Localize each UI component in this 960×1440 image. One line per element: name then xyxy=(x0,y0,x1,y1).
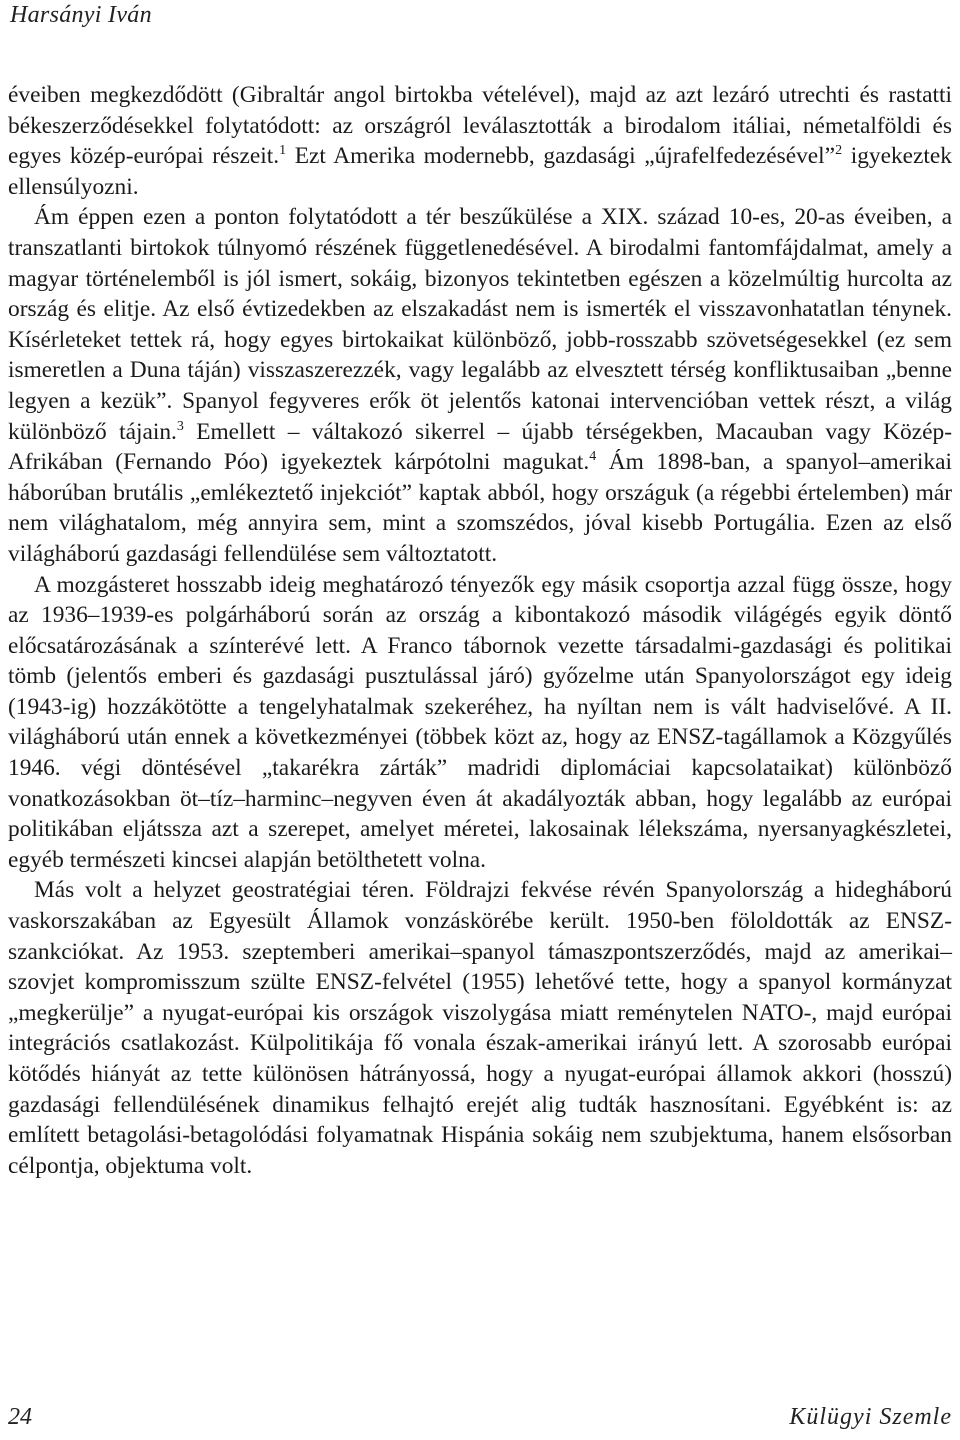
paragraph-1-text-c: igyekeztek ellensúlyozni. xyxy=(8,143,952,200)
running-header-author: Harsányi Iván xyxy=(10,2,152,28)
paragraph-3: A mozgásteret hosszabb ideig meghatározó tényezők egy másik csoportja azzal függ össze, hogy az 1936–1939-es polgárháború során az ország a kibontakozó második világégés egyik döntő előcsatározásának a színterévé lett. A Franco tábornok vezette társadalmi-gazdasági és politikai tömb (jelentős emberi és gazdasági pusztulással járó) győzelme után Spanyolországot egy ideig (1943-ig) hozzákötötte a tengelyhatalmak szekeréhez, ha nyíltan nem is vált hadviselővé. A II. világháború után ennek a következményei (többek közt az, hogy az ENSZ-tagállamok a Közgyűlés 1946. végi döntésével „takarékra zárták” madridi diplomáciai kapcsolataikat) különböző vonatkozásokban öt–tíz–harminc–negyven éven át akadályozták abban, hogy legalább az európai politikában eljátssza azt a szerepet, amelyet méretei, lakosainak lélekszáma, nyersanyagkészletei, egyéb természeti kincsei alapján betölthetett volna. xyxy=(8,571,952,873)
article-body xyxy=(8,80,952,1181)
footnote-ref-4: 4 xyxy=(589,449,597,465)
paragraph-1-text-a: éveiben megkezdődött (Gibraltár angol birtokba vételével), majd az azt lezáró utrechti és rastatti békeszerződésekkel folytatódott: az országról leválasztották a birodalom itáliai, németalföldi és egyes közép-európai részeit. xyxy=(8,82,952,170)
page-footer xyxy=(8,1404,952,1434)
footnote-ref-1: 1 xyxy=(279,143,287,159)
paragraph-2 xyxy=(8,202,952,569)
paragraph-1-text-b: Ezt Amerika modernebb, gazdasági „újrafelfedezésével” xyxy=(286,143,836,170)
footnote-ref-2: 2 xyxy=(835,143,843,159)
paragraph-1 xyxy=(8,80,952,202)
footnote-ref-3: 3 xyxy=(176,418,184,434)
paragraph-4: Más volt a helyzet geostratégiai téren. Földrajzi fekvése révén Spanyolország a hidegháború vaskorszakában az Egyesült Államok vonzáskörébe került. 1950-ben föloldották az ENSZ-szankciókat. Az 1953. szeptemberi amerikai–spanyol támaszpontszerződés, majd az amerikai–szovjet kompromisszum szülte ENSZ-felvétel (1955) lehetővé tette, hogy a spanyol kormányzat „megkerülje” a nyugat-európai kis országok viszolygása miatt reménytelen NATO-, majd európai integrációs csatlakozást. Külpolitikája fő vonala észak-amerikai irányú lett. A szorosabb európai kötődés hiányát az tette különösen hátrányossá, hogy a nyugat-európai államok akkori (hosszú) gazdasági fellendülésének dinamikus felhajtó erejét alig tudták hasznosítani. Egyébként is: az említett betagolási-betagolódási folyamatnak Hispánia sokáig nem szubjektuma, hanem elsősorban célpontja, objektuma volt. xyxy=(8,877,952,1179)
paragraph-2-text-a: Ám éppen ezen a ponton folytatódott a tér beszűkülése a XIX. század 10-es, 20-as éveiben, a transzatlanti birtokok túlnyomó részének függetlenedésével. A birodalmi fantomfájdalmat, amely a magyar történelemből is jól ismert, sokáig, bizonyos tekintetben egészen a közelmúltig hurcolta az ország és elitje. Az első évtizedekben az elszakadást nem is ismerték el visszavonhatatlan ténynek. Kísérleteket tettek rá, hogy egyes birtokaikat különböző, jobb-rosszabb szövetségesekkel (ez sem ismeretlen a Duna táján) visszaszerezzék, vagy legalább az elvesztett térség konfliktusaiban „benne legyen a kezük”. Spanyol fegyveres erők öt jelentős katonai intervencióban vettek részt, a világ különböző tájain. xyxy=(8,204,952,445)
paragraph-2-text-c: Ám 1898-ban, a spanyol–amerikai háborúban brutális „emlékeztető injekciót” kaptak abból, hogy országuk (a régebbi értelemben) már nem világhatalom, még annyira sem, mint a szomszédos, jóval kisebb Portugália. Ezen az első világháború gazdasági fellendülése sem változtatott. xyxy=(8,449,952,567)
journal-title: Külügyi Szemle xyxy=(789,1404,952,1430)
page-number: 24 xyxy=(8,1404,32,1430)
paragraph-2-text-b: Emellett – váltakozó sikerrel – újabb térségekben, Macauban vagy Közép-Afrikában (Fernando Póo) igyekeztek kárpótolni magukat. xyxy=(8,418,952,476)
